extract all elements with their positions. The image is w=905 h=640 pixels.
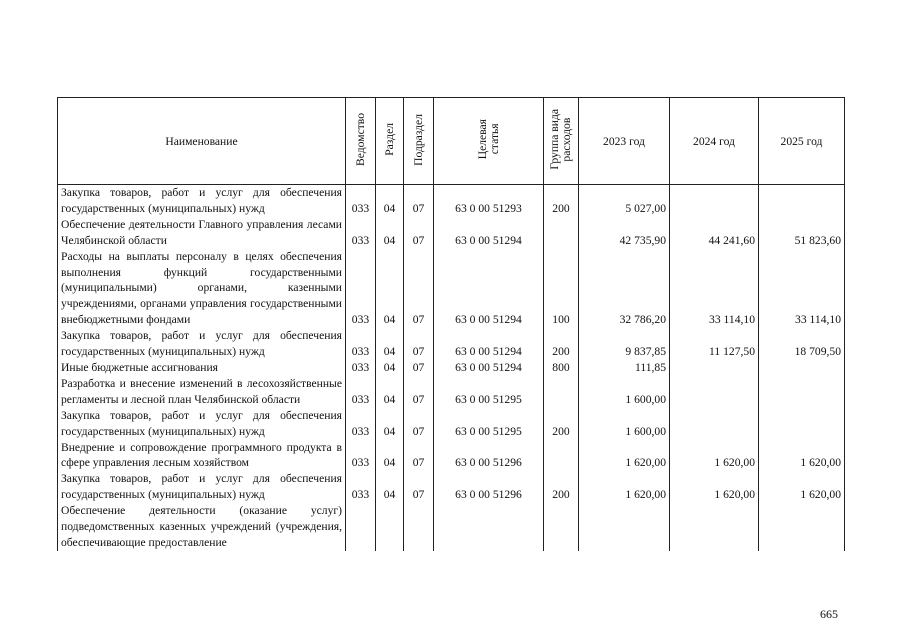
row-name: Расходы на выплаты персоналу в целях обеспечения выполнения функций государственными (муниципальными) органами, казенными учреждениями, органами управления государственными внебюджетными фондами	[58, 249, 346, 329]
cell-podrazdel: 07	[404, 376, 434, 408]
cell-vedomstvo: 033	[346, 471, 376, 503]
header-2024: 2024 год	[670, 98, 759, 185]
cell-podrazdel: 07	[404, 408, 434, 440]
cell-2024	[670, 360, 759, 376]
cell-2025	[759, 503, 845, 551]
table-row	[58, 503, 845, 551]
cell-podrazdel: 07	[404, 217, 434, 249]
cell-target-article: 63 0 00 51295	[434, 376, 544, 408]
header-name: Наименование	[58, 98, 346, 185]
cell-target-article: 63 0 00 51296	[434, 440, 544, 472]
cell-expense-group	[544, 217, 579, 249]
cell-razdel	[376, 503, 404, 551]
header-podrazdel: Подраздел	[404, 98, 434, 185]
row-name: Закупка товаров, работ и услуг для обеспечения государственных (муниципальных) нужд	[58, 185, 346, 217]
cell-expense-group: 200	[544, 328, 579, 360]
cell-expense-group: 200	[544, 185, 579, 217]
cell-target-article: 63 0 00 51294	[434, 360, 544, 376]
cell-target-article: 63 0 00 51294	[434, 328, 544, 360]
header-2025: 2025 год	[759, 98, 845, 185]
cell-2024: 1 620,00	[670, 440, 759, 472]
cell-podrazdel: 07	[404, 249, 434, 329]
cell-razdel: 04	[376, 185, 404, 217]
cell-2025	[759, 408, 845, 440]
cell-2024: 44 241,60	[670, 217, 759, 249]
cell-2025: 1 620,00	[759, 440, 845, 472]
cell-2025: 1 620,00	[759, 471, 845, 503]
cell-vedomstvo: 033	[346, 376, 376, 408]
cell-expense-group: 100	[544, 249, 579, 329]
cell-target-article: 63 0 00 51295	[434, 408, 544, 440]
cell-target-article	[434, 503, 544, 551]
table-row	[58, 328, 845, 360]
cell-vedomstvo: 033	[346, 328, 376, 360]
cell-podrazdel: 07	[404, 185, 434, 217]
row-name: Обеспечение деятельности Главного управления лесами Челябинской области	[58, 217, 346, 249]
cell-2023: 9 837,85	[579, 328, 670, 360]
cell-2023	[579, 503, 670, 551]
cell-2023: 1 620,00	[579, 440, 670, 472]
cell-target-article: 63 0 00 51294	[434, 217, 544, 249]
cell-razdel: 04	[376, 440, 404, 472]
header-expense-group: Группа вида расходов	[544, 98, 579, 185]
cell-podrazdel: 07	[404, 440, 434, 472]
cell-2023: 1 600,00	[579, 408, 670, 440]
cell-2024: 1 620,00	[670, 471, 759, 503]
cell-target-article: 63 0 00 51296	[434, 471, 544, 503]
cell-vedomstvo: 033	[346, 249, 376, 329]
header-2023: 2023 год	[579, 98, 670, 185]
cell-2024: 33 114,10	[670, 249, 759, 329]
cell-2025	[759, 376, 845, 408]
cell-2024	[670, 503, 759, 551]
cell-expense-group	[544, 440, 579, 472]
cell-expense-group: 200	[544, 408, 579, 440]
cell-razdel: 04	[376, 408, 404, 440]
cell-expense-group: 800	[544, 360, 579, 376]
cell-razdel: 04	[376, 217, 404, 249]
table-row	[58, 440, 845, 472]
cell-razdel: 04	[376, 471, 404, 503]
table-row	[58, 408, 845, 440]
cell-target-article: 63 0 00 51293	[434, 185, 544, 217]
cell-podrazdel: 07	[404, 328, 434, 360]
cell-razdel: 04	[376, 328, 404, 360]
cell-vedomstvo: 033	[346, 360, 376, 376]
header-vedomstvo: Ведомство	[346, 98, 376, 185]
cell-podrazdel: 07	[404, 471, 434, 503]
cell-2024	[670, 376, 759, 408]
row-name: Внедрение и сопровождение программного продукта в сфере управления лесным хозяйством	[58, 440, 346, 472]
cell-razdel: 04	[376, 376, 404, 408]
cell-2024: 11 127,50	[670, 328, 759, 360]
cell-2023: 1 600,00	[579, 376, 670, 408]
cell-podrazdel	[404, 503, 434, 551]
cell-vedomstvo: 033	[346, 440, 376, 472]
cell-expense-group	[544, 376, 579, 408]
cell-2025: 18 709,50	[759, 328, 845, 360]
cell-2023: 1 620,00	[579, 471, 670, 503]
cell-2023: 111,85	[579, 360, 670, 376]
cell-2024	[670, 408, 759, 440]
cell-2025	[759, 360, 845, 376]
row-name: Обеспечение деятельности (оказание услуг) подведомственных казенных учреждений (учреждения, обеспечивающие предоставление	[58, 503, 346, 551]
row-name: Закупка товаров, работ и услуг для обеспечения государственных (муниципальных) нужд	[58, 471, 346, 503]
cell-2023: 5 027,00	[579, 185, 670, 217]
cell-2023: 32 786,20	[579, 249, 670, 329]
row-name: Иные бюджетные ассигнования	[58, 360, 346, 376]
table-row	[58, 376, 845, 408]
cell-razdel: 04	[376, 360, 404, 376]
cell-2024	[670, 185, 759, 217]
cell-razdel: 04	[376, 249, 404, 329]
header-target-article: Целевая статья	[434, 98, 544, 185]
cell-vedomstvo	[346, 503, 376, 551]
table-row	[58, 360, 845, 376]
table-row	[58, 249, 845, 329]
table-header-row	[58, 98, 845, 185]
page-number: 665	[820, 607, 838, 621]
cell-vedomstvo: 033	[346, 185, 376, 217]
cell-2025: 51 823,60	[759, 217, 845, 249]
cell-expense-group	[544, 503, 579, 551]
table-row	[58, 471, 845, 503]
cell-2025: 33 114,10	[759, 249, 845, 329]
row-name: Закупка товаров, работ и услуг для обеспечения государственных (муниципальных) нужд	[58, 328, 346, 360]
table-row	[58, 217, 845, 249]
row-name: Закупка товаров, работ и услуг для обеспечения государственных (муниципальных) нужд	[58, 408, 346, 440]
cell-2023: 42 735,90	[579, 217, 670, 249]
budget-table	[57, 97, 845, 551]
cell-2025	[759, 185, 845, 217]
cell-expense-group: 200	[544, 471, 579, 503]
cell-vedomstvo: 033	[346, 408, 376, 440]
cell-target-article: 63 0 00 51294	[434, 249, 544, 329]
table-row	[58, 185, 845, 217]
row-name: Разработка и внесение изменений в лесохозяйственные регламенты и лесной план Челябинской области	[58, 376, 346, 408]
cell-podrazdel: 07	[404, 360, 434, 376]
header-razdel: Раздел	[376, 98, 404, 185]
cell-vedomstvo: 033	[346, 217, 376, 249]
